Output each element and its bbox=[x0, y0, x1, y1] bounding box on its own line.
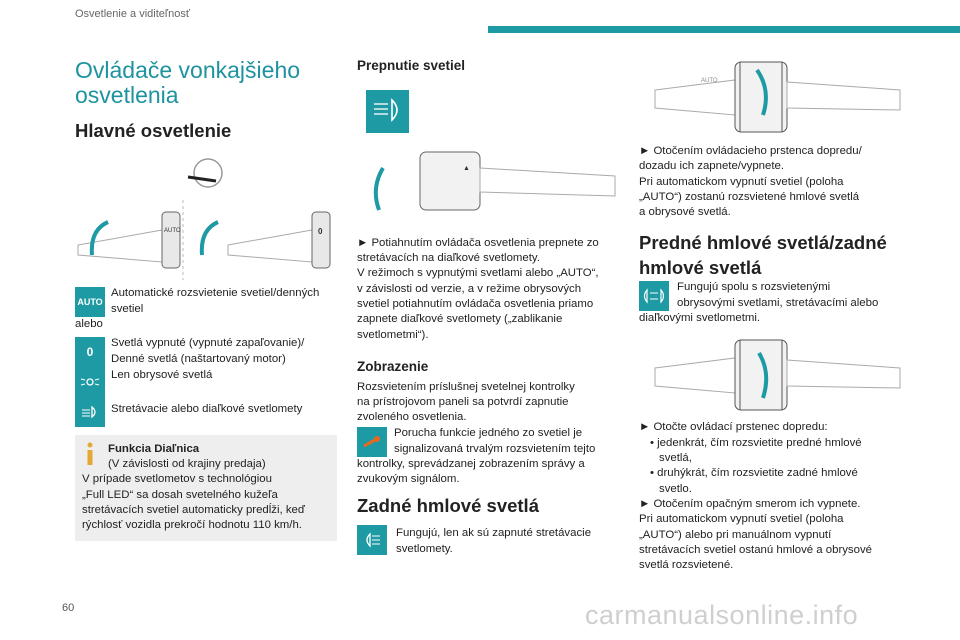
step-6: ► Otočením opačným smerom ich vypnete. bbox=[639, 498, 861, 510]
step-9: stretávacích svetiel ostanú hmlové a obrysové bbox=[639, 544, 872, 556]
rear-fog-line-1: Fungujú, len ak sú zapnuté stretávacie bbox=[396, 527, 592, 539]
ring-para-1: ► Otočením ovládacieho prstenca dopredu/ bbox=[639, 145, 862, 157]
wrench-icon bbox=[357, 427, 387, 457]
page-title-line2: osvetlenia bbox=[75, 82, 179, 108]
display-line-1: Rozsvietením príslušnej svetelnej kontrolky bbox=[357, 381, 575, 393]
zero-text-2: Denné svetlá (naštartovaný motor) bbox=[111, 353, 286, 365]
svg-text:AUTO: AUTO bbox=[164, 228, 181, 234]
section-heading-front-rear-fog-2: hmlové svetlá bbox=[639, 257, 762, 278]
stalk-illustration-ring-top bbox=[655, 60, 905, 135]
beam-switch-icon bbox=[366, 90, 409, 133]
running-header: Osvetlenie a viditeľnosť bbox=[75, 8, 190, 20]
step-2: • jedenkrát, čím rozsvietite predné hmlové bbox=[650, 437, 862, 449]
ring-para-5: a obrysové svetlá. bbox=[639, 206, 731, 218]
svg-text:▲: ▲ bbox=[463, 165, 470, 172]
ring-para-2: dozadu ich zapnete/vypnete. bbox=[639, 160, 785, 172]
beam-text: Stretávacie alebo diaľkové svetlomety bbox=[111, 403, 303, 415]
section-heading-switch: Prepnutie svetiel bbox=[357, 58, 466, 73]
switch-para-4: v závislosti od verzie, a v režime obrysových bbox=[357, 283, 582, 295]
step-8: „AUTO“) alebo pri manuálnom vypnutí bbox=[639, 529, 832, 541]
rear-fog-line-2: svetlomety. bbox=[396, 543, 453, 555]
header-accent-bar bbox=[488, 26, 960, 33]
info-icon bbox=[84, 442, 96, 466]
side-light-text: Len obrysové svetlá bbox=[111, 369, 213, 381]
step-5: svetlo. bbox=[659, 483, 692, 495]
fault-line-4: zvukovým signálom. bbox=[357, 473, 460, 485]
step-4: • druhýkrát, čím rozsvietite zadné hmlové bbox=[650, 467, 858, 479]
switch-para-1: ► Potiahnutím ovládača osvetlenia prepnete zo bbox=[357, 237, 599, 249]
page-title-line1: Ovládače vonkajšieho bbox=[75, 57, 301, 83]
steering-wheel-icon bbox=[178, 155, 238, 195]
front-rear-line-3: diaľkovými svetlometmi. bbox=[639, 312, 761, 324]
switch-para-2: stretávacích na diaľkové svetlomety. bbox=[357, 252, 540, 264]
switch-para-5: svetiel potiahnutím ovládača osvetlenia priamo bbox=[357, 298, 594, 310]
stalk-illustration-switch bbox=[365, 148, 615, 218]
step-7: Pri automatickom vypnutí svetiel (poloha bbox=[639, 513, 844, 525]
side-light-icon bbox=[75, 367, 105, 397]
fault-line-3: kontrolky, sprevádzanej zobrazením správy a bbox=[357, 458, 585, 470]
ring-para-4: „AUTO“) zostanú rozsvietené hmlové svetlá bbox=[639, 191, 860, 203]
beam-icon bbox=[75, 397, 105, 427]
rear-fog-icon bbox=[357, 525, 387, 555]
info-line-3: „Full LED“ sa dosah svetelného kužeľa bbox=[82, 489, 278, 501]
info-line-4: stretávacích svetiel automaticky predĺži, keď bbox=[82, 504, 305, 516]
stalk-illustration-left bbox=[78, 200, 338, 280]
info-title: Funkcia Diaľnica bbox=[108, 443, 200, 455]
info-line-5: rýchlosť vozidla prekročí hodnotu 110 km/h. bbox=[82, 519, 302, 531]
section-heading-front-rear-fog-1: Predné hmlové svetlá/zadné bbox=[639, 232, 887, 253]
front-rear-line-1: Fungujú spolu s rozsvietenými bbox=[677, 281, 831, 293]
step-3: svetlá, bbox=[659, 452, 692, 464]
auto-text-1: Automatické rozsvietenie svetiel/denných bbox=[111, 287, 320, 299]
stalk-illustration-ring-fog bbox=[655, 338, 905, 413]
front-rear-fog-icon bbox=[639, 281, 669, 311]
front-rear-line-2: obrysovými svetlami, stretávacími alebo bbox=[677, 297, 879, 309]
switch-para-7: svetlometmi“). bbox=[357, 329, 429, 341]
fault-line-2: signalizovaná trvalým rozsvietením tejto bbox=[394, 443, 596, 455]
alebo-text: alebo bbox=[75, 318, 103, 330]
svg-text:AUTO: AUTO bbox=[701, 78, 718, 84]
switch-para-6: zapnete diaľkové svetlomety („zablikanie bbox=[357, 313, 563, 325]
info-line-1: (V závislosti od krajiny predaja) bbox=[108, 458, 266, 470]
step-1: ► Otočte ovládací prstenec dopredu: bbox=[639, 421, 828, 433]
step-10: svetlá rozsvietené. bbox=[639, 559, 734, 571]
svg-text:0: 0 bbox=[318, 227, 323, 236]
watermark: carmanualsonline.info bbox=[585, 600, 859, 630]
auto-text-2: svetiel bbox=[111, 303, 144, 315]
auto-icon: AUTO bbox=[75, 287, 105, 317]
zero-icon: 0 bbox=[75, 337, 105, 367]
ring-para-3: Pri automatickom vypnutí svetiel (poloha bbox=[639, 176, 844, 188]
section-heading-rear-fog: Zadné hmlové svetlá bbox=[357, 495, 539, 516]
page-number: 60 bbox=[62, 602, 75, 614]
display-line-3: zvoleného osvetlenia. bbox=[357, 411, 467, 423]
zero-text-1: Svetlá vypnuté (vypnuté zapaľovanie)/ bbox=[111, 337, 305, 349]
section-heading-display: Zobrazenie bbox=[357, 359, 429, 374]
display-line-2: na prístrojovom paneli sa potvrdí zapnutie bbox=[357, 396, 569, 408]
switch-para-3: V režimoch s vypnutými svetlami alebo „AUTO“, bbox=[357, 267, 599, 279]
fault-line-1: Porucha funkcie jedného zo svetiel je bbox=[394, 427, 583, 439]
section-heading-main-lights: Hlavné osvetlenie bbox=[75, 120, 232, 141]
info-line-2: V prípade svetlometov s technológiou bbox=[82, 473, 272, 485]
